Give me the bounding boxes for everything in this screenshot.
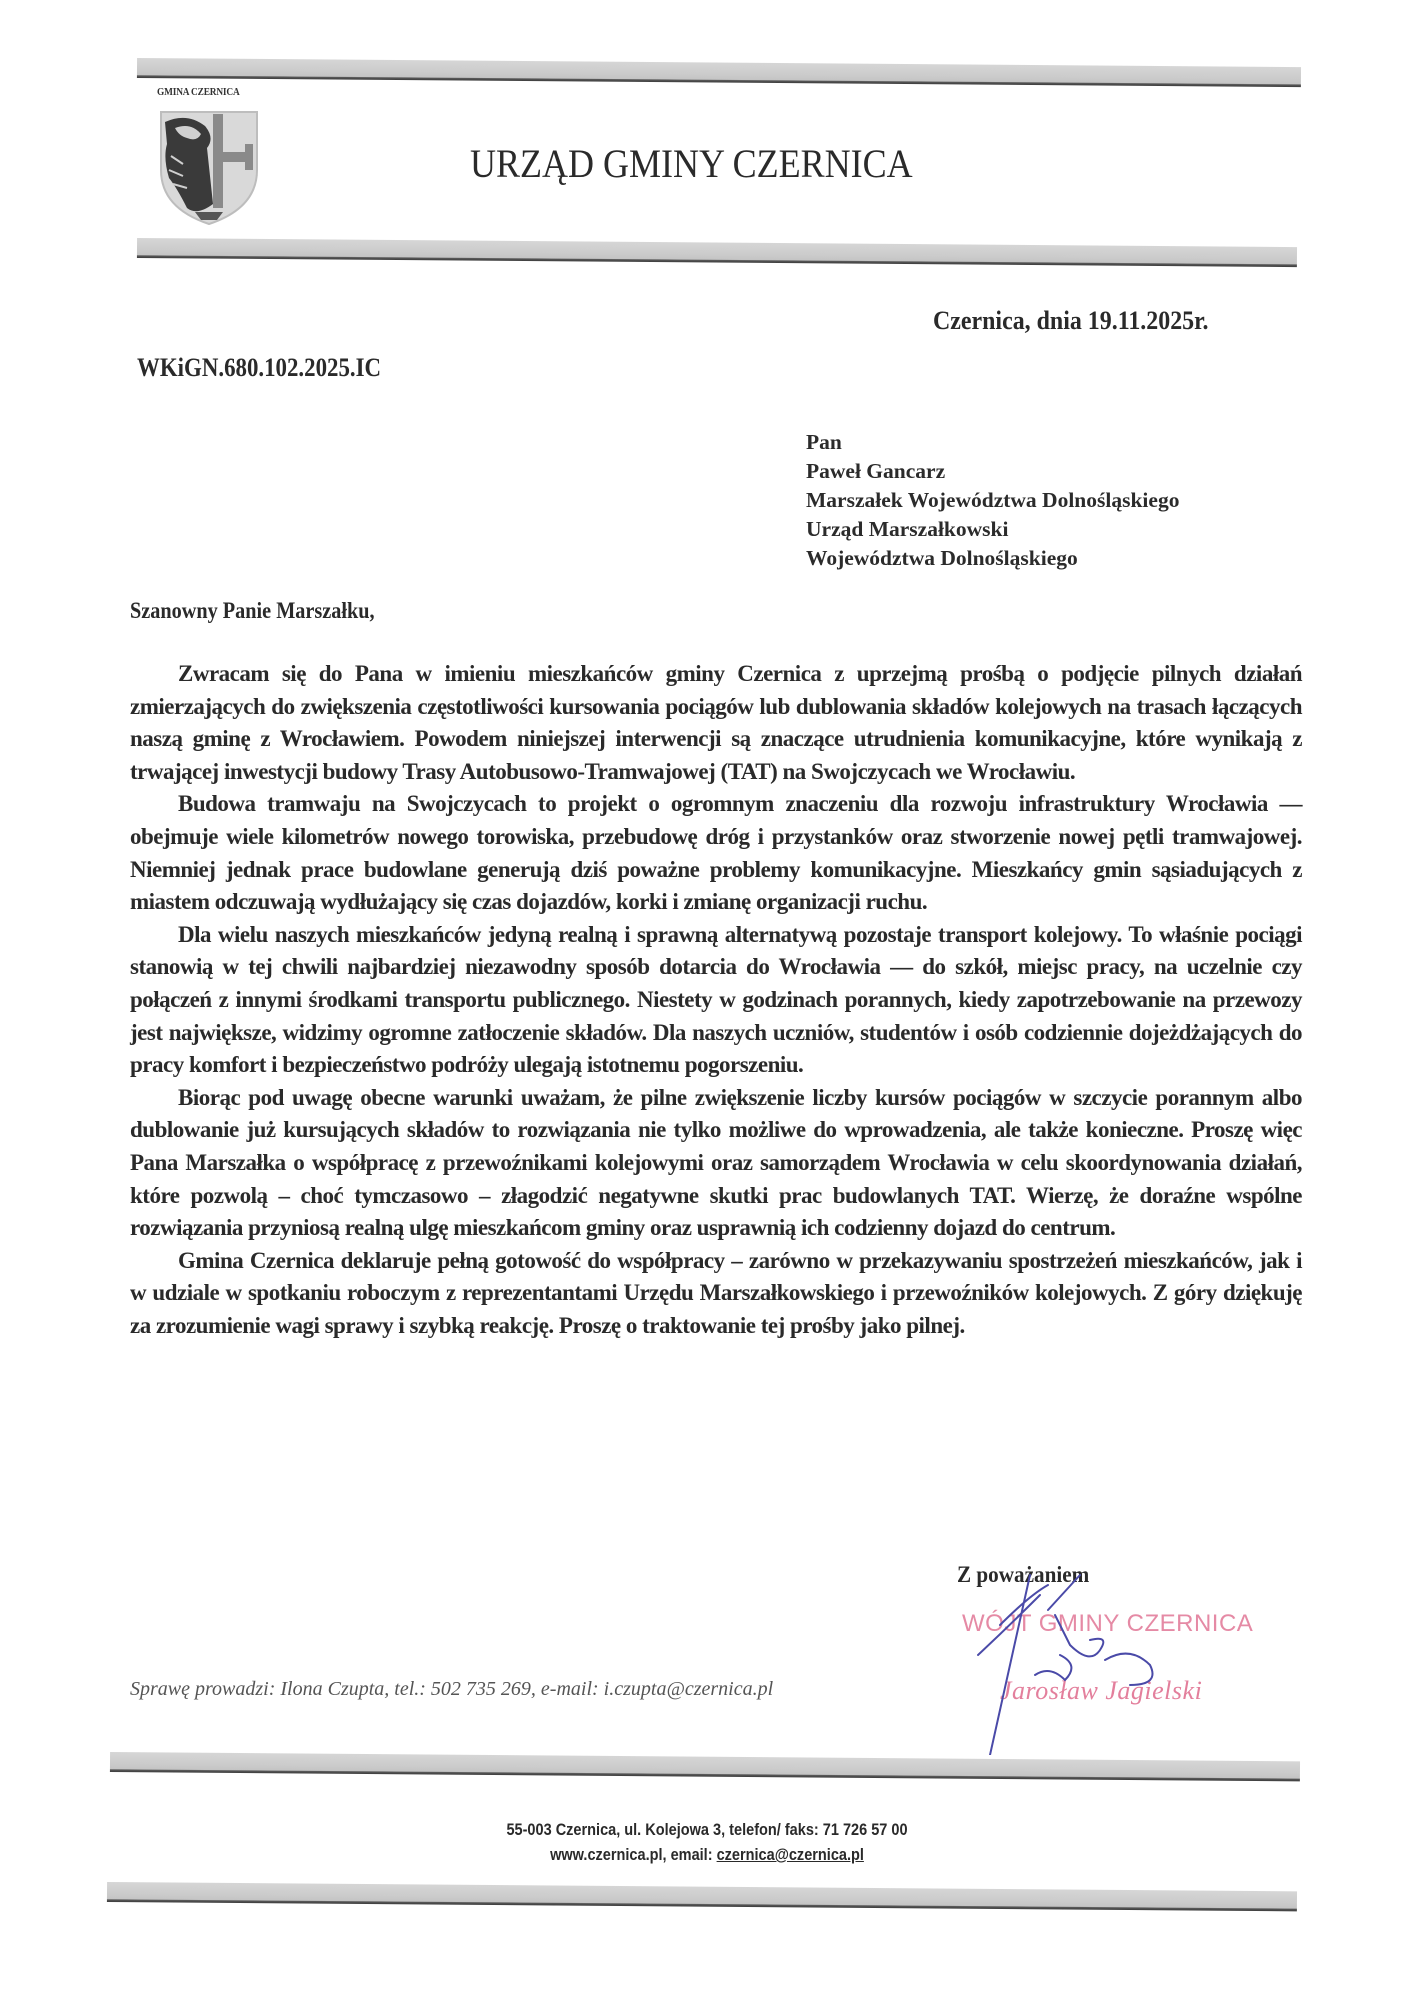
- page-title: URZĄD GMINY CZERNICA: [470, 141, 913, 186]
- recipient-line: Urząd Marszałkowski: [806, 517, 1009, 541]
- closing: Z poważaniem: [957, 1562, 1090, 1587]
- body-paragraph: Dla wielu naszych mieszkańców jedyną realną i sprawną alternatywą pozostaje transport kolejowy. To właśnie pociągi stanowią w tej chwili najbardziej niezawodny sposób dotarcia do Wrocławia — do szkół, miejsc pracy, na uczelnie czy połączeń z innymi środkami transportu publicznego. Niestety w godzinach porannych, kiedy zapotrzebowanie na przewozy jest największe, widzimy ogromne zatłoczenie składów. Dla naszych uczniów, studentów i osób codziennie dojeżdżających do pracy komfort i bezpieczeństwo podróży ulegają istotnemu pogorszeniu.: [130, 921, 1302, 1078]
- stamp-title: WÓJT GMINY CZERNICA: [962, 1610, 1254, 1637]
- recipient-line: Województwa Dolnośląskiego: [806, 546, 1078, 570]
- recipient-block: [806, 428, 1179, 573]
- recipient-line: Paweł Gancarz: [806, 459, 946, 483]
- footer: [0, 1818, 1414, 1868]
- body-paragraph: Gmina Czernica deklaruje pełną gotowość do współpracy – zarówno w przekazywaniu spostrzeżeń mieszkańców, jak i w udziale w spotkaniu roboczym z reprezentantami Urzędu Marszałkowskiego i przewoźników kolejowych. Z góry dziękuję za zrozumienie wagi sprawy i szybką reakcję. Proszę o traktowanie tej prośby jako pilnej.: [130, 1247, 1302, 1338]
- footer-email-link[interactable]: czernica@czernica.pl: [716, 1846, 864, 1864]
- body-paragraph: Budowa tramwaju na Swojczycach to projekt o ogromnym znaczeniu dla rozwoju infrastruktury Wrocławia — obejmuje wiele kilometrów nowego torowiska, przebudowę dróg i przystanków oraz stworzenie nowej pętli tramwajowej. Niemniej jednak prace budowlane generują dziś poważne problemy komunikacyjne. Mieszkańcy gmin sąsiadujących z miastem odczuwają wydłużający się czas dojazdów, korki i zmianę organizacji ruchu.: [130, 791, 1302, 915]
- salutation: Szanowny Panie Marszałku,: [130, 598, 375, 623]
- footer-bottom-bar: [107, 1882, 1297, 1911]
- recipient-line: Marszałek Województwa Dolnośląskiego: [806, 488, 1180, 512]
- footer-address: 55-003 Czernica, ul. Kolejowa 3, telefon/ faks: 71 726 57 00: [506, 1821, 908, 1839]
- body-paragraph: Biorąc pod uwagę obecne warunki uważam, że pilne zwiększenie liczby kursów pociągów w szczycie porannym albo dublowanie już kursujących składów to rozwiązania nie tylko możliwe do wprowadzenia, ale także konieczne. Proszę więc Pana Marszałka o współpracę z przewoźnikami kolejowymi oraz samorządem Wrocławia w celu skoordynowania działań, które pozwolą – choć tymczasowo – złagodzić negatywne skutki prac budowlanych TAT. Wierzę, że doraźne wspólne rozwiązania przyniosą realną ulgę mieszkańcom gminy oraz usprawnią ich codzienny dojazd do centrum.: [130, 1084, 1302, 1241]
- coat-of-arms-icon: [157, 108, 261, 226]
- footer-top-bar: [110, 1752, 1300, 1781]
- stamp-name: Jarosław Jagielski: [1000, 1676, 1203, 1705]
- handwritten-signature-icon: [960, 1555, 1220, 1755]
- header-top-bar: [137, 58, 1301, 87]
- letter-body: [130, 658, 1302, 1342]
- header-bottom-bar: [137, 238, 1297, 267]
- municipality-label: GMINA CZERNICA: [157, 86, 240, 98]
- body-paragraph: Zwracam się do Pana w imieniu mieszkańców gminy Czernica z uprzejmą prośbą o podjęcie pilnych działań zmierzających do zwiększenia częstotliwości kursowania pociągów lub dublowania składów kolejowych na trasach łączących naszą gminę z Wrocławiem. Powodem niniejszej interwencji są znaczące utrudnienia komunikacyjne, które wynikają z trwającej inwestycji budowy Trasy Autobusowo-Tramwajowej (TAT) na Swojczycach we Wrocławiu.: [130, 661, 1302, 784]
- reference-number: WKiGN.680.102.2025.IC: [137, 353, 382, 382]
- footer-contact: [85, 1843, 1329, 1868]
- footer-web: www.czernica.pl, email:: [550, 1846, 717, 1864]
- place-date: Czernica, dnia 19.11.2025r.: [933, 306, 1209, 335]
- case-handler: Sprawę prowadzi: Ilona Czupta, tel.: 502 735 269, e-mail: i.czupta@czernica.pl: [130, 1678, 774, 1700]
- recipient-line: Pan: [806, 430, 842, 454]
